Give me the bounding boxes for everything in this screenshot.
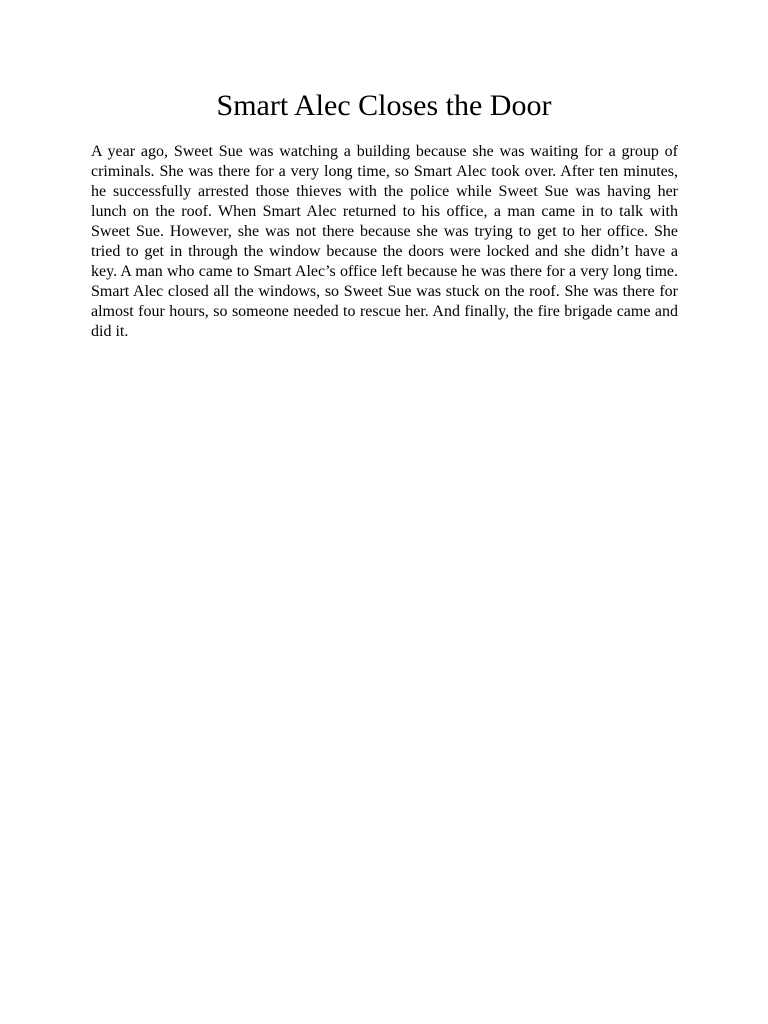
document-title: Smart Alec Closes the Door [216, 89, 552, 122]
story-paragraph: A year ago, Sweet Sue was watching a building because she was waiting for a group of criminals. She was there for a very long time, so Smart Alec took over. After ten minutes, he successfully arrested those thieves with the police while Sweet Sue was having her lunch on the roof. When Smart Alec returned to his office, a man came in to talk with Sweet Sue. However, she was not there because she was trying to get to her office. She tried to get in through the window because the doors were locked and she didn’t have a key. A man who came to Smart Alec’s office left because he was there for a very long time. Smart Alec closed all the windows, so Sweet Sue was stuck on the roof. She was there for almost four hours, so someone needed to rescue her. And finally, the fire brigade came and did it. [91, 143, 678, 340]
